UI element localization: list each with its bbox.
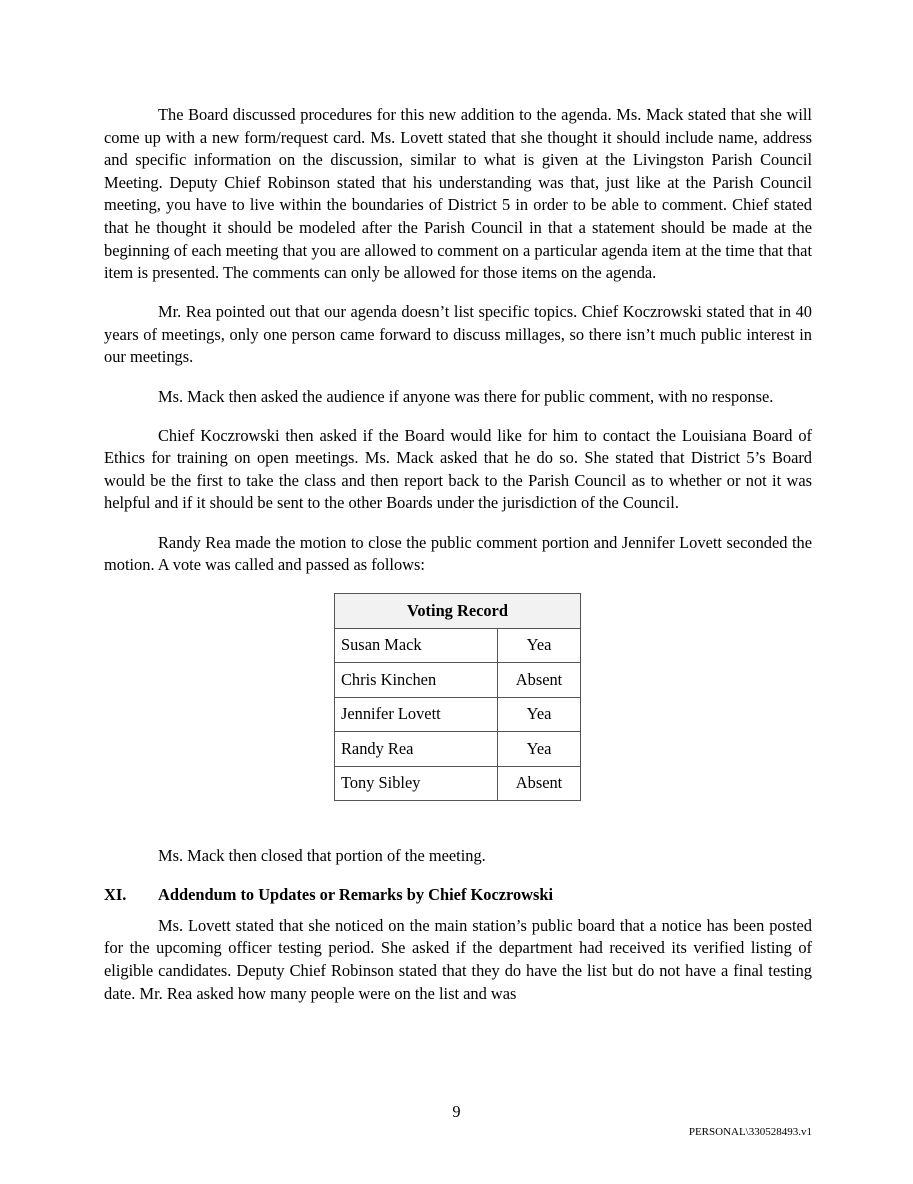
voter-vote: Yea bbox=[498, 697, 581, 732]
voter-vote: Yea bbox=[498, 628, 581, 663]
voter-vote: Absent bbox=[498, 766, 581, 801]
voter-name: Jennifer Lovett bbox=[335, 697, 498, 732]
voting-record-title: Voting Record bbox=[335, 594, 581, 629]
voter-vote: Absent bbox=[498, 663, 581, 698]
paragraph-public-comment: Ms. Mack then asked the audience if anyone was there for public comment, with no response. bbox=[158, 386, 774, 406]
table-row bbox=[335, 732, 581, 767]
paragraph-motion: Randy Rea made the motion to close the public comment portion and Jennifer Lovett seconded the motion. A vote was called and passed as follows: bbox=[104, 532, 812, 575]
paragraph-ethics-training: Chief Koczrowski then asked if the Board would like for him to contact the Louisiana Board of Ethics for training on open meetings. Ms. Mack asked that he do so. She stated that District 5’s Board would be the first to take the class and then report back to the Parish Council as to whether or not it was helpful and if it should be sent to the other Boards under the jurisdiction of the Council. bbox=[104, 425, 812, 513]
voter-vote: Yea bbox=[498, 732, 581, 767]
paragraph-procedures: The Board discussed procedures for this new addition to the agenda. Ms. Mack stated that she will come up with a new form/request card. Ms. Lovett stated that she thought it should include name, address and specific information on the discussion, similar to what is given at the Livingston Parish Council Meeting. Deputy Chief Robinson stated that his understanding was that, just like at the Parish Council meeting, you have to live within the boundaries of District 5 in order to be able to comment. Chief stated that he thought it should be modeled after the Parish Council in that a statement should be made at the beginning of each meeting that you are allowed to comment on a particular agenda item at the time that that item is presented. The comments can only be allowed for those items on the agenda. bbox=[104, 105, 812, 283]
table-row bbox=[335, 697, 581, 732]
voter-name: Randy Rea bbox=[335, 732, 498, 767]
section-number: XI. bbox=[104, 885, 127, 905]
paragraph-agenda-topics: Mr. Rea pointed out that our agenda doesn’t list specific topics. Chief Koczrowski stated that in 40 years of meetings, only one person came forward to discuss millages, so there isn’t much public interest in our meetings. bbox=[104, 302, 812, 367]
document-id: PERSONAL\330528493.v1 bbox=[688, 1126, 812, 1138]
section-heading bbox=[104, 884, 812, 907]
voting-record-table bbox=[334, 593, 581, 801]
table-row bbox=[335, 766, 581, 801]
voter-name: Susan Mack bbox=[335, 628, 498, 663]
section-title: Addendum to Updates or Remarks by Chief Koczrowski bbox=[158, 885, 554, 905]
paragraph-closed-portion: Ms. Mack then closed that portion of the meeting. bbox=[158, 846, 486, 866]
table-row bbox=[335, 663, 581, 698]
voter-name: Tony Sibley bbox=[335, 766, 498, 801]
document-page bbox=[104, 104, 812, 1022]
paragraph-officer-testing: Ms. Lovett stated that she noticed on the main station’s public board that a notice has been posted for the upcoming officer testing period. She asked if the department had received its verified listing of eligible candidates. Deputy Chief Robinson stated that they do have the list but do not have a final testing date. Mr. Rea asked how many people were on the list and was bbox=[104, 915, 812, 1003]
voter-name: Chris Kinchen bbox=[335, 663, 498, 698]
page-number: 9 bbox=[452, 1102, 461, 1121]
table-row bbox=[335, 628, 581, 663]
